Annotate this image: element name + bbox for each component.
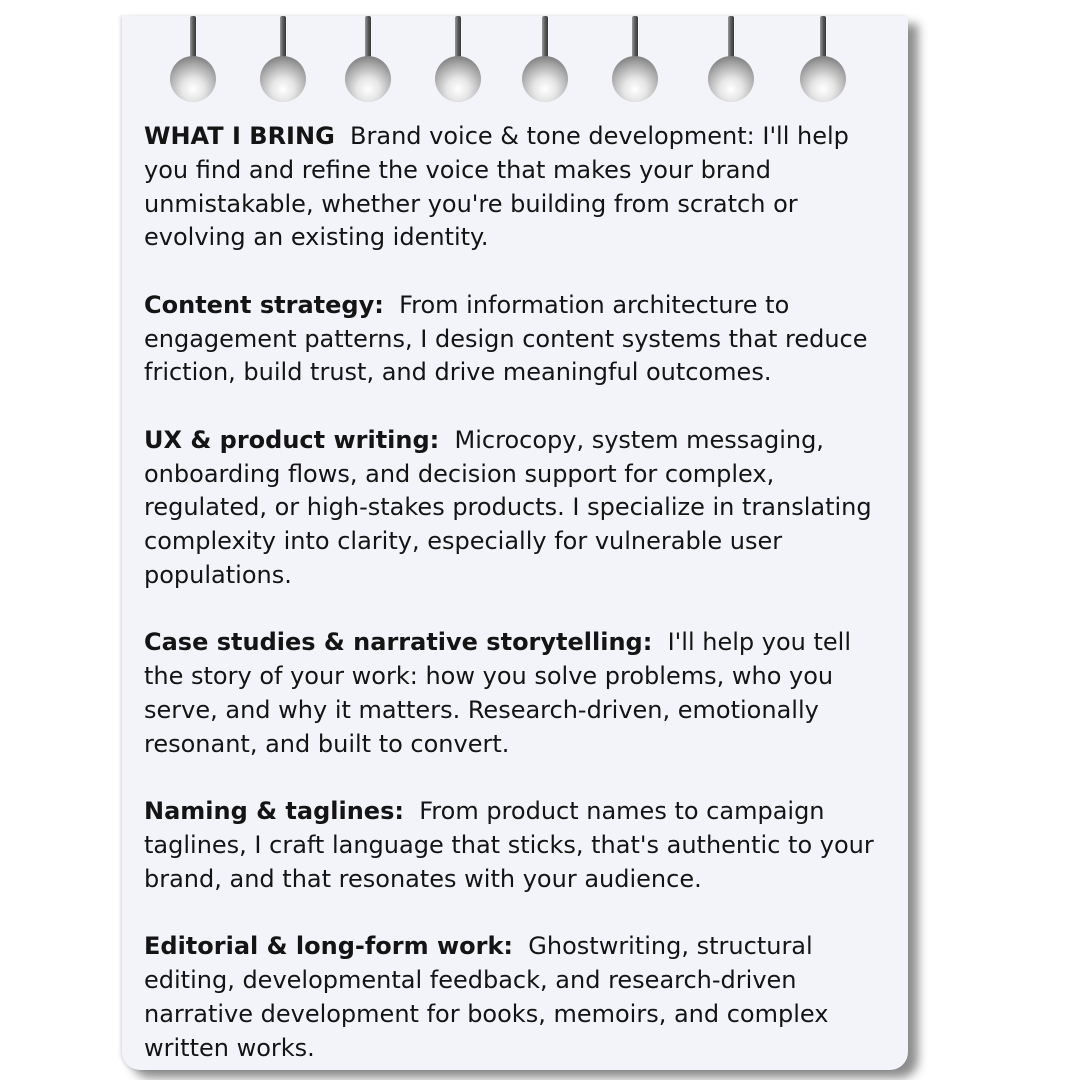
notepad-content	[144, 120, 889, 1065]
spiral-ring	[612, 16, 658, 102]
spiral-ring	[170, 16, 216, 102]
spiral-ring	[345, 16, 391, 102]
spiral-ring	[260, 16, 306, 102]
section-body: From product names to campaign taglines, I craft language that sticks, that's authentic to your brand, and that resonates with your audience.	[144, 797, 874, 893]
spiral-ring	[800, 16, 846, 102]
section-heading: UX & product writing:	[144, 425, 440, 454]
section-ux-writing	[144, 424, 889, 593]
section-body: Brand voice & tone development: I'll help you find and refine the voice that makes your brand unmistakable, whether you're building from scratch or evolving an existing identity.	[144, 122, 849, 252]
section-body: Microcopy, system messaging, onboarding flows, and decision support for complex, regulated, or high-stakes products. I specialize in translating complexity into clarity, especially for vulnerable user populations.	[144, 425, 872, 589]
section-heading: Naming & taglines:	[144, 797, 404, 826]
section-content-strategy	[144, 289, 889, 390]
section-editorial	[144, 930, 889, 1065]
section-body: I'll help you tell the story of your work: how you solve problems, who you serve, and why it matters. Research-driven, emotionally resonant, and built to convert.	[144, 628, 851, 758]
section-heading: Case studies & narrative storytelling:	[144, 628, 653, 657]
section-heading: Content strategy:	[144, 290, 384, 319]
section-heading: WHAT I BRING	[144, 122, 335, 150]
section-body: Ghostwriting, structural editing, developmental feedback, and research-driven narrative development for books, memoirs, and complex written works.	[144, 932, 829, 1062]
section-brand-voice	[144, 120, 889, 255]
spiral-ring	[708, 16, 754, 102]
section-case-studies	[144, 626, 889, 761]
spiral-ring	[522, 16, 568, 102]
spiral-ring	[435, 16, 481, 102]
notepad-page	[122, 16, 908, 1070]
section-body: From information architecture to engagement patterns, I design content systems that reduce friction, build trust, and drive meaningful outcomes.	[144, 290, 868, 387]
section-naming	[144, 795, 889, 896]
section-heading: Editorial & long-form work:	[144, 932, 514, 961]
